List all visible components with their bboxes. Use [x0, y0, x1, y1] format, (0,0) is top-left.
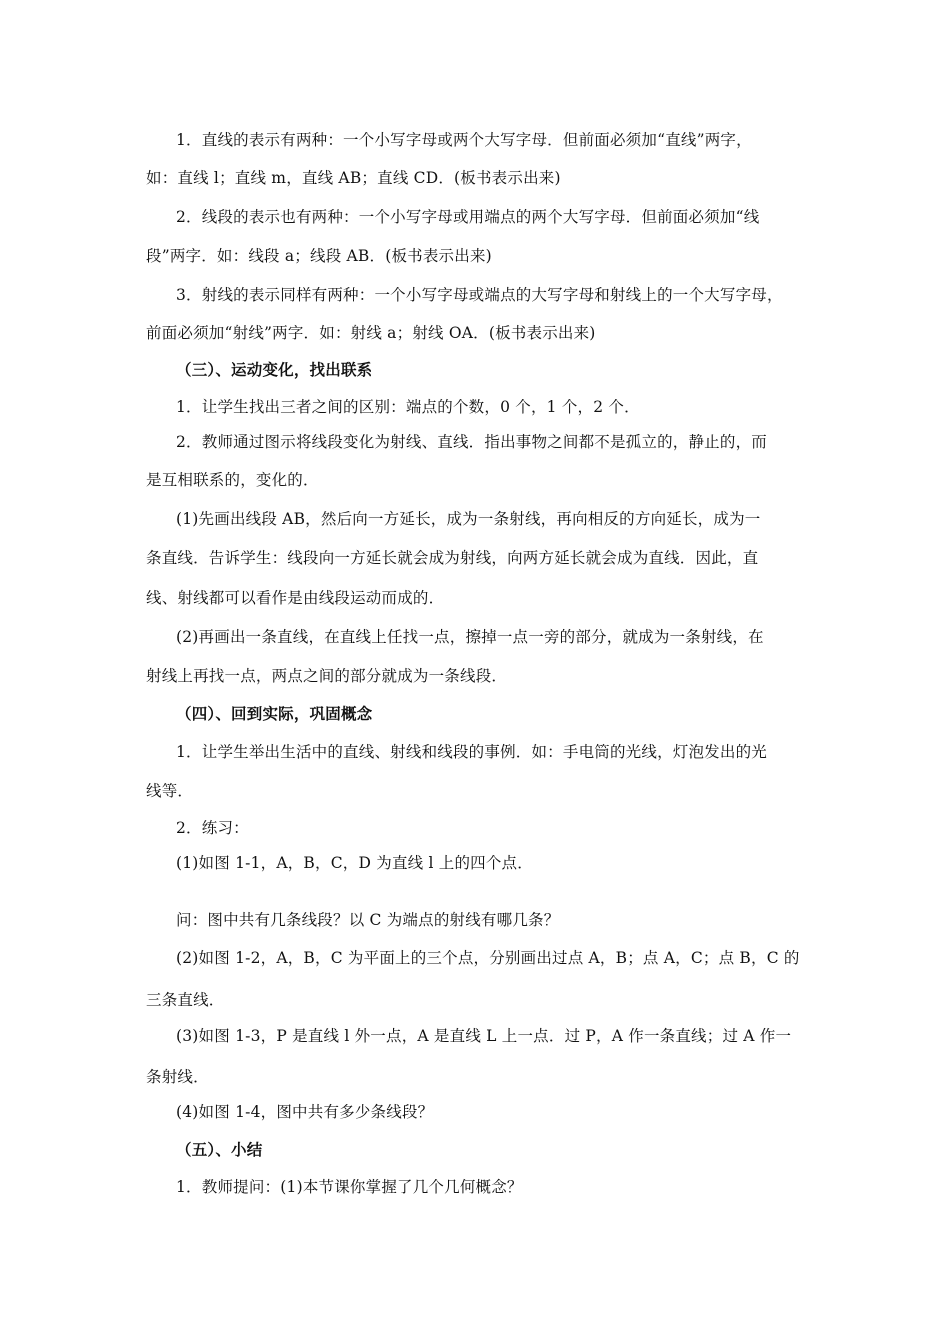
paragraph-line: 2．教师通过图示将线段变化为射线、直线．指出事物之间都不是孤立的，静止的，而 — [176, 433, 767, 451]
paragraph-line: 2．线段的表示也有两种：一个小写字母或用端点的两个大写字母．但前面必须加“线 — [176, 208, 760, 226]
paragraph-line: 是互相联系的，变化的． — [146, 471, 319, 489]
paragraph-line: (1)如图 1-1，A，B，C，D 为直线 l 上的四个点． — [176, 854, 533, 872]
paragraph-line: (1)先画出线段 AB，然后向一方延长，成为一条射线，再向相反的方向延长，成为一 — [176, 510, 761, 528]
paragraph-line: 线等． — [146, 782, 194, 800]
section-heading: （四）、回到实际，巩固概念 — [176, 704, 373, 723]
paragraph-line: 1．让学生找出三者之间的区别：端点的个数，0 个，1 个，2 个． — [176, 398, 640, 416]
paragraph-line: (2)如图 1-2，A，B，C 为平面上的三个点，分别画出过点 A，B；点 A，C；点 B，C 的 — [176, 949, 800, 967]
paragraph-line: 条射线． — [146, 1068, 209, 1086]
paragraph-line: 2．练习： — [176, 819, 249, 837]
paragraph-line: (3)如图 1-3，P 是直线 l 外一点，A 是直线 L 上一点．过 P，A 作一条直线；过 A 作一 — [176, 1027, 792, 1045]
paragraph-line: 1．教师提问：(1)本节课你掌握了几个几何概念？ — [176, 1178, 523, 1196]
paragraph-line: 三条直线． — [146, 991, 225, 1009]
paragraph-line: 段”两字．如：线段 a；线段 AB．(板书表示出来) — [146, 247, 492, 265]
paragraph-line: 条直线．告诉学生：线段向一方延长就会成为射线，向两方延长就会成为直线．因此，直 — [146, 549, 759, 567]
paragraph-line: 1．让学生举出生活中的直线、射线和线段的事例．如：手电筒的光线，灯泡发出的光 — [176, 743, 767, 761]
paragraph-line: 射线上再找一点，两点之间的部分就成为一条线段． — [146, 667, 508, 685]
section-heading: （五）、小结 — [176, 1140, 263, 1159]
paragraph-line: 3．射线的表示同样有两种：一个小写字母或端点的大写字母和射线上的一个大写字母， — [176, 286, 783, 304]
paragraph-line: 线、射线都可以看作是由线段运动而成的． — [146, 589, 445, 607]
paragraph-line: 前面必须加“射线”两字．如：射线 a；射线 OA．(板书表示出来) — [146, 324, 596, 342]
paragraph-line: (4)如图 1-4，图中共有多少条线段？ — [176, 1103, 434, 1121]
paragraph-line: 1．直线的表示有两种：一个小写字母或两个大写字母．但前面必须加“直线”两字， — [176, 131, 752, 149]
section-heading: （三）、运动变化，找出联系 — [176, 360, 373, 379]
paragraph-line: 如：直线 l；直线 m，直线 AB；直线 CD．(板书表示出来) — [146, 169, 561, 187]
paragraph-line: (2)再画出一条直线，在直线上任找一点，擦掉一点一旁的部分，就成为一条射线，在 — [176, 628, 764, 646]
paragraph-line: 问：图中共有几条线段？以 C 为端点的射线有哪几条？ — [176, 911, 560, 929]
